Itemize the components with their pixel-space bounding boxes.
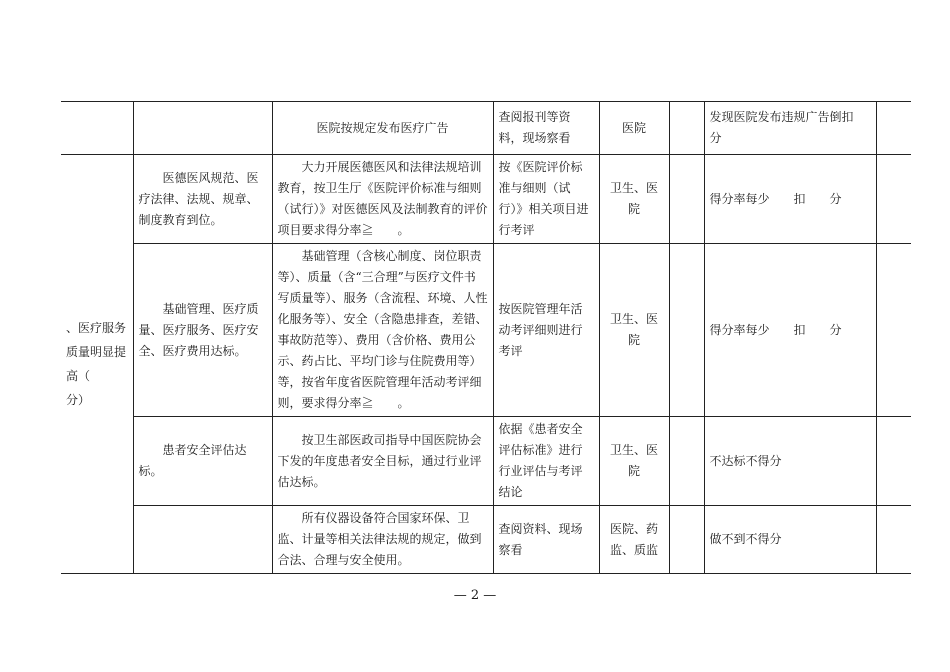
blank-cell: [669, 244, 704, 417]
dept-cell: 医院、药监、质监: [599, 506, 669, 574]
header-cell-item: 医院按规定发布医疗广告: [272, 102, 493, 155]
content-cell: 按卫生部医政司指导中国医院协会下发的年度患者安全目标，通过行业评估达标。: [272, 417, 493, 506]
header-cell-dept: 医院: [599, 102, 669, 155]
table-row: [61, 155, 911, 244]
blank-cell: [669, 506, 704, 574]
blank-cell: [876, 506, 911, 574]
standard-cell: 患者安全评估达标。: [133, 417, 272, 506]
category-cell: 、医疗服务质量明显提高（ 分）: [61, 155, 133, 574]
header-cell-scoring: 发现医院发布违规广告倒扣 分: [704, 102, 876, 155]
method-cell: 按医院管理年活动考评细则进行考评: [493, 244, 599, 417]
blank-cell: [876, 155, 911, 244]
header-cell: [133, 102, 272, 155]
scoring-cell: 不达标不得分: [704, 417, 876, 506]
evaluation-table: [61, 101, 911, 574]
method-cell: 查阅资料、现场察看: [493, 506, 599, 574]
method-cell: 依据《患者安全评估标准》进行行业评估与考评结论: [493, 417, 599, 506]
table-row: [61, 244, 911, 417]
page-number: — 2 —: [453, 588, 497, 603]
blank-cell: [876, 417, 911, 506]
standard-cell: [133, 506, 272, 574]
blank-cell: [876, 244, 911, 417]
blank-cell: [669, 155, 704, 244]
standard-cell: 基础管理、医疗质量、医疗服务、医疗安全、医疗费用达标。: [133, 244, 272, 417]
table-row: [61, 417, 911, 506]
header-cell-method: 查阅报刊等资料，现场察看: [493, 102, 599, 155]
header-cell: [669, 102, 704, 155]
header-cell: [876, 102, 911, 155]
content-cell: 大力开展医德医风和法律法规培训教育，按卫生厅《医院评价标准与细则（试行）》对医德医风及法制教育的评价项目要求得分率≧ 。: [272, 155, 493, 244]
blank-cell: [669, 417, 704, 506]
scoring-cell: 得分率每少 扣 分: [704, 244, 876, 417]
header-cell: [61, 102, 133, 155]
content-cell: 所有仪器设备符合国家环保、卫监、计量等相关法律法规的规定，做到合法、合理与安全使用。: [272, 506, 493, 574]
dept-cell: 卫生、医院: [599, 417, 669, 506]
dept-cell: 卫生、医院: [599, 244, 669, 417]
table-row: [61, 506, 911, 574]
standard-cell: 医德医风规范、医疗法律、法规、规章、制度教育到位。: [133, 155, 272, 244]
method-cell: 按《医院评价标准与细则（试行）》相关项目进行考评: [493, 155, 599, 244]
table-row: [61, 102, 911, 155]
scoring-cell: 做不到不得分: [704, 506, 876, 574]
content-cell: 基础管理（含核心制度、岗位职责等）、质量（含“三合理”与医疗文件书写质量等）、服务（含流程、环境、人性化服务等）、安全（含隐患排查，差错、事故防范等）、费用（含价格、费用公示、药占比、平均门诊与住院费用等）等，按省年度省医院管理年活动考评细则，要求得分率≧ 。: [272, 244, 493, 417]
scoring-cell: 得分率每少 扣 分: [704, 155, 876, 244]
dept-cell: 卫生、医院: [599, 155, 669, 244]
